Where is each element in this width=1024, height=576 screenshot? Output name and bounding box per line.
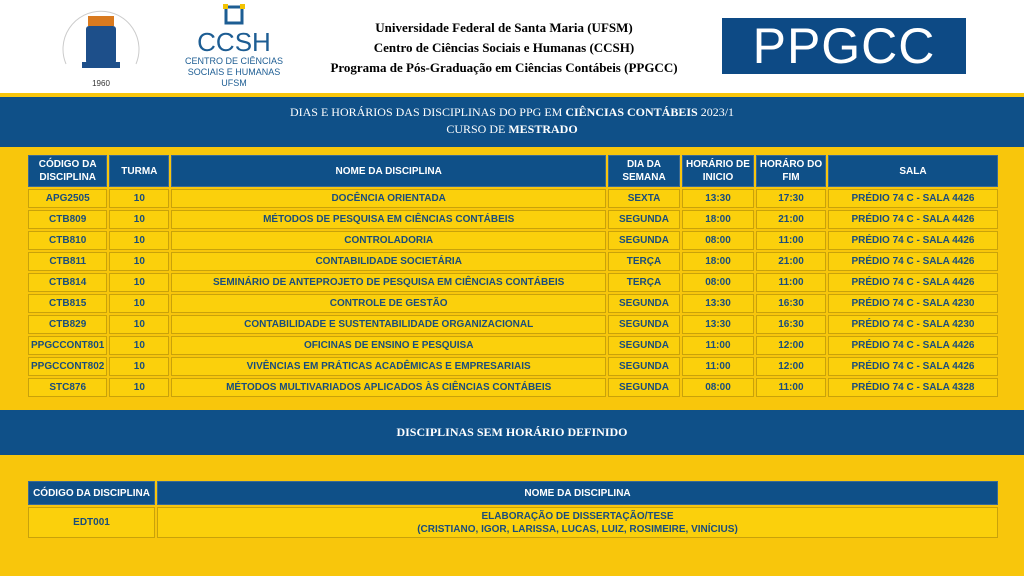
end-cell: 11:00 (756, 231, 826, 250)
turma-cell: 10 (109, 273, 169, 292)
turma-cell: 10 (109, 378, 169, 397)
turma-cell: 10 (109, 252, 169, 271)
code-cell: EDT001 (28, 507, 155, 538)
undefined-schedule-table (26, 479, 1000, 540)
column-header: SALA (828, 155, 998, 187)
header (0, 0, 1024, 93)
name-cell: MÉTODOS DE PESQUISA EM CIÊNCIAS CONTÁBEIS (171, 210, 606, 229)
end-cell: 12:00 (756, 357, 826, 376)
table-row (28, 252, 998, 271)
code-cell: CTB809 (28, 210, 107, 229)
start-cell: 13:30 (682, 189, 754, 208)
ufsm-seal-logo (52, 4, 150, 90)
code-cell: CTB829 (28, 315, 107, 334)
code-cell: STC876 (28, 378, 107, 397)
code-cell: PPGCCONT802 (28, 357, 107, 376)
end-cell: 16:30 (756, 294, 826, 313)
column-header: CÓDIGO DA DISCIPLINA (28, 155, 107, 187)
start-cell: 13:30 (682, 315, 754, 334)
name-cell: SEMINÁRIO DE ANTEPROJETO DE PESQUISA EM CIÊNCIAS CONTÁBEIS (171, 273, 606, 292)
column-header: DIA DA SEMANA (608, 155, 680, 187)
column-header: NOME DA DISCIPLINA (157, 481, 998, 505)
room-cell: PRÉDIO 74 C - SALA 4426 (828, 210, 998, 229)
turma-cell: 10 (109, 357, 169, 376)
name-cell: VIVÊNCIAS EM PRÁTICAS ACADÊMICAS E EMPRESARIAIS (171, 357, 606, 376)
banner-text: DIAS E HORÁRIOS DAS DISCIPLINAS DO PPG EM (289, 105, 566, 119)
day-cell: TERÇA (608, 252, 680, 271)
end-cell: 12:00 (756, 336, 826, 355)
svg-text:1960: 1960 (92, 79, 110, 88)
banner-text: CURSO DE (446, 122, 509, 136)
room-cell: PRÉDIO 74 C - SALA 4230 (828, 315, 998, 334)
institution-line: Universidade Federal de Santa Maria (UFSM) (375, 20, 633, 35)
end-cell: 17:30 (756, 189, 826, 208)
table-row (28, 210, 998, 229)
start-cell: 08:00 (682, 378, 754, 397)
ccsh-line: UFSM (221, 78, 247, 88)
banner-text: 2023/1 (697, 105, 735, 119)
start-cell: 18:00 (682, 252, 754, 271)
title-banner (0, 97, 1024, 147)
room-cell: PRÉDIO 74 C - SALA 4426 (828, 357, 998, 376)
room-cell: PRÉDIO 74 C - SALA 4230 (828, 294, 998, 313)
column-header: NOME DA DISCIPLINA (171, 155, 606, 187)
end-cell: 21:00 (756, 252, 826, 271)
turma-cell: 10 (109, 315, 169, 334)
table-row (28, 189, 998, 208)
banner-bold: MESTRADO (508, 122, 578, 136)
end-cell: 11:00 (756, 378, 826, 397)
section-title: DISCIPLINAS SEM HORÁRIO DEFINIDO (0, 410, 1024, 455)
code-cell: CTB814 (28, 273, 107, 292)
table-row (28, 273, 998, 292)
day-cell: SEGUNDA (608, 357, 680, 376)
turma-cell: 10 (109, 231, 169, 250)
schedule-table (26, 153, 1000, 399)
table-row (28, 231, 998, 250)
name-cell: CONTROLADORIA (171, 231, 606, 250)
day-cell: SEGUNDA (608, 378, 680, 397)
day-cell: SEGUNDA (608, 336, 680, 355)
name-cell: CONTABILIDADE E SUSTENTABILIDADE ORGANIZACIONAL (171, 315, 606, 334)
turma-cell: 10 (109, 294, 169, 313)
table-row (28, 378, 998, 397)
table-row (28, 315, 998, 334)
column-header: HORÁRIO DE INICIO (682, 155, 754, 187)
code-cell: CTB810 (28, 231, 107, 250)
ccsh-line: SOCIAIS E HUMANAS (187, 67, 281, 77)
start-cell: 11:00 (682, 357, 754, 376)
name-cell: MÉTODOS MULTIVARIADOS APLICADOS ÀS CIÊNCIAS CONTÁBEIS (171, 378, 606, 397)
day-cell: SEGUNDA (608, 294, 680, 313)
banner-line-2 (0, 121, 1024, 138)
room-cell: PRÉDIO 74 C - SALA 4426 (828, 231, 998, 250)
code-cell: APG2505 (28, 189, 107, 208)
ppgcc-logo: PPGCC (722, 18, 966, 74)
column-header: HORÁRO DO FIM (756, 155, 826, 187)
end-cell: 16:30 (756, 315, 826, 334)
banner-line-1 (0, 104, 1024, 121)
code-cell: PPGCCONT801 (28, 336, 107, 355)
turma-cell: 10 (109, 189, 169, 208)
room-cell: PRÉDIO 74 C - SALA 4426 (828, 189, 998, 208)
start-cell: 11:00 (682, 336, 754, 355)
column-header: CÓDIGO DA DISCIPLINA (28, 481, 155, 505)
institution-names (294, 18, 714, 78)
name-cell: CONTROLE DE GESTÃO (171, 294, 606, 313)
room-cell: PRÉDIO 74 C - SALA 4328 (828, 378, 998, 397)
institution-line: Programa de Pós-Graduação em Ciências Contábeis (PPGCC) (330, 60, 678, 75)
ccsh-line: CENTRO DE CIÊNCIAS (184, 56, 283, 66)
table-row (28, 336, 998, 355)
start-cell: 13:30 (682, 294, 754, 313)
students-note: (CRISTIANO, IGOR, LARISSA, LUCAS, LUIZ, ROSIMEIRE, VINÍCIUS) (417, 523, 738, 535)
day-cell: SEXTA (608, 189, 680, 208)
day-cell: SEGUNDA (608, 210, 680, 229)
day-cell: TERÇA (608, 273, 680, 292)
end-cell: 11:00 (756, 273, 826, 292)
ccsh-title: CCSH (197, 27, 271, 57)
room-cell: PRÉDIO 74 C - SALA 4426 (828, 273, 998, 292)
day-cell: SEGUNDA (608, 315, 680, 334)
day-cell: SEGUNDA (608, 231, 680, 250)
table-row (28, 357, 998, 376)
column-header: TURMA (109, 155, 169, 187)
code-cell: CTB815 (28, 294, 107, 313)
turma-cell: 10 (109, 336, 169, 355)
institution-line: Centro de Ciências Sociais e Humanas (CCSH) (373, 40, 635, 55)
room-cell: PRÉDIO 74 C - SALA 4426 (828, 336, 998, 355)
turma-cell: 10 (109, 210, 169, 229)
code-cell: CTB811 (28, 252, 107, 271)
ccsh-logo (178, 2, 290, 92)
name-cell: CONTABILIDADE SOCIETÁRIA (171, 252, 606, 271)
ccsh-emblem-icon (219, 2, 249, 28)
table-row (28, 507, 998, 538)
table-row (28, 294, 998, 313)
start-cell: 08:00 (682, 231, 754, 250)
banner-bold: CIÊNCIAS CONTÁBEIS (565, 105, 698, 119)
name-cell: DOCÊNCIA ORIENTADA (171, 189, 606, 208)
name-cell: OFICINAS DE ENSINO E PESQUISA (171, 336, 606, 355)
discipline-name: ELABORAÇÃO DE DISSERTAÇÃO/TESE (481, 510, 674, 522)
room-cell: PRÉDIO 74 C - SALA 4426 (828, 252, 998, 271)
start-cell: 18:00 (682, 210, 754, 229)
end-cell: 21:00 (756, 210, 826, 229)
start-cell: 08:00 (682, 273, 754, 292)
name-cell (157, 507, 998, 538)
